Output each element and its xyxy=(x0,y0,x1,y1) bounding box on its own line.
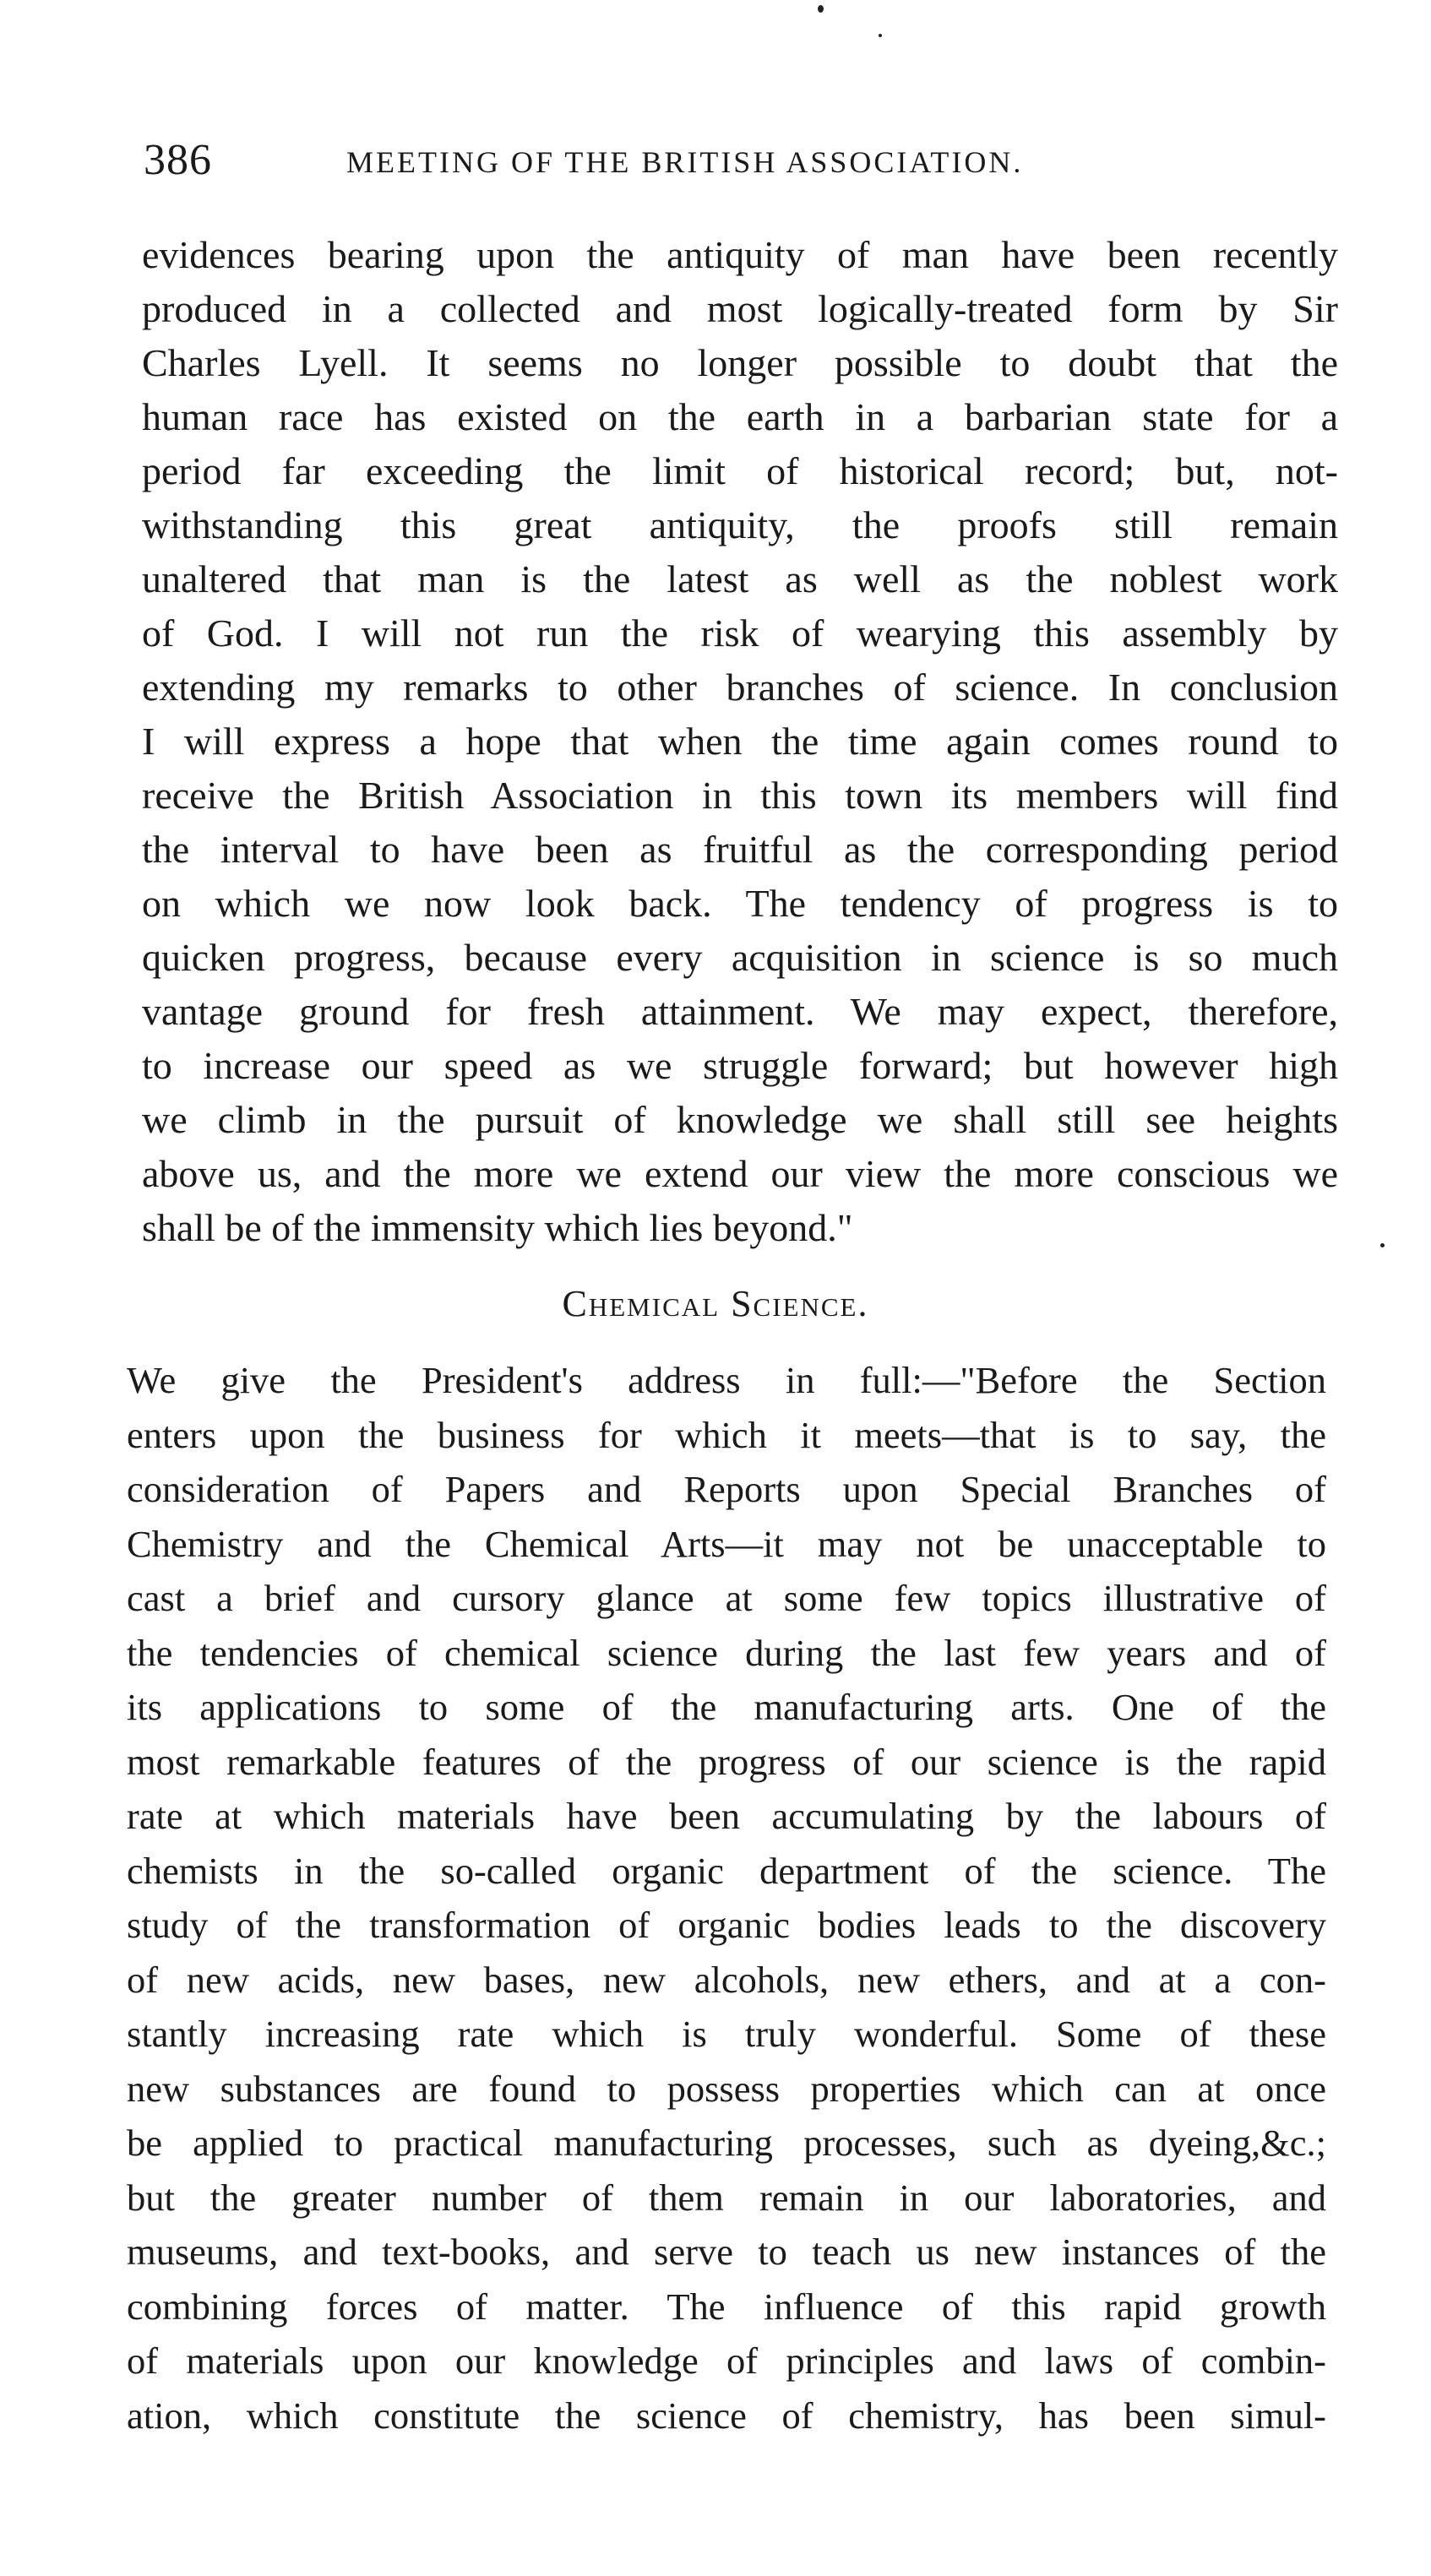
scan-speck xyxy=(879,34,882,37)
text-line: extending my remarks to other branches of science. In conclusion xyxy=(142,666,1338,709)
text-line: We give the President's address in full:—"Before the Section xyxy=(127,1359,1326,1401)
text-line: vantage ground for fresh attainment. We may expect, therefore, xyxy=(142,990,1338,1033)
text-line: study of the transformation of organic bodies leads to the discovery xyxy=(127,1904,1326,1946)
text-line: its applications to some of the manufacturing arts. One of the xyxy=(127,1686,1326,1728)
paragraph-continuation xyxy=(142,228,1338,1255)
text-line: cast a brief and cursory glance at some few topics illustrative of xyxy=(127,1577,1326,1619)
text-line: Chemistry and the Chemical Arts—it may not be unacceptable to xyxy=(127,1522,1326,1565)
running-head: MEETING OF THE BRITISH ASSOCIATION. xyxy=(346,145,1024,179)
page-header xyxy=(144,135,1326,186)
text-line: period far exceeding the limit of historical record; but, not- xyxy=(142,449,1338,492)
scan-speck xyxy=(1380,1243,1385,1247)
text-line: produced in a collected and most logically-treated form by Sir xyxy=(142,287,1338,330)
text-line: human race has existed on the earth in a barbarian state for a xyxy=(142,395,1338,438)
text-line: rate at which materials have been accumulating by the labours of xyxy=(127,1795,1326,1837)
text-line: on which we now look back. The tendency of progress is to xyxy=(142,882,1338,925)
text-line: Charles Lyell. It seems no longer possible to doubt that the xyxy=(142,341,1338,384)
text-line: above us, and the more we extend our view the more conscious we xyxy=(142,1152,1338,1195)
text-line: new substances are found to possess properties which can at once xyxy=(127,2067,1326,2110)
text-line: we climb in the pursuit of knowledge we shall still see heights xyxy=(142,1098,1338,1141)
text-line: of materials upon our knowledge of principles and laws of combin- xyxy=(127,2340,1326,2382)
text-line: receive the British Association in this town its members will find xyxy=(142,774,1338,817)
text-line: consideration of Papers and Reports upon Special Branches of xyxy=(127,1468,1326,1510)
text-line: withstanding this great antiquity, the proofs still remain xyxy=(142,503,1338,546)
text-line: most remarkable features of the progress of our science is the rapid xyxy=(127,1740,1326,1783)
text-line: combining forces of matter. The influence of this rapid growth xyxy=(127,2285,1326,2328)
scan-speck xyxy=(818,5,824,13)
page-number: 386 xyxy=(144,136,212,184)
text-line: the tendencies of chemical science during the last few years and of xyxy=(127,1631,1326,1674)
text-line: unaltered that man is the latest as well as the noblest work xyxy=(142,557,1338,601)
text-line: of God. I will not run the risk of wearying this assembly by xyxy=(142,611,1338,655)
section-heading: Chemical Science. xyxy=(562,1283,869,1324)
text-line: the interval to have been as fruitful as the corresponding period xyxy=(142,828,1338,871)
text-line: be applied to practical manufacturing processes, such as dyeing,&c.; xyxy=(127,2122,1326,2164)
text-line: to increase our speed as we struggle forward; but however high xyxy=(142,1044,1338,1087)
paragraph-chemical-science xyxy=(127,1353,1326,2443)
text-line: quicken progress, because every acquisition in science is so much xyxy=(142,936,1338,979)
text-line: chemists in the so-called organic department of the science. The xyxy=(127,1849,1326,1892)
text-line: stantly increasing rate which is truly wonderful. Some of these xyxy=(127,2013,1326,2055)
text-line: of new acids, new bases, new alcohols, new ethers, and at a con- xyxy=(127,1958,1326,2001)
text-line: but the greater number of them remain in our laboratories, and xyxy=(127,2176,1326,2219)
text-line: evidences bearing upon the antiquity of man have been recently xyxy=(142,233,1338,276)
text-line: enters upon the business for which it meets—that is to say, the xyxy=(127,1413,1326,1456)
text-line: I will express a hope that when the time again comes round to xyxy=(142,720,1338,763)
text-line: shall be of the immensity which lies beyond." xyxy=(142,1206,853,1249)
text-line: ation, which constitute the science of chemistry, has been simul- xyxy=(127,2394,1326,2437)
text-line: museums, and text-books, and serve to teach us new instances of the xyxy=(127,2231,1326,2273)
